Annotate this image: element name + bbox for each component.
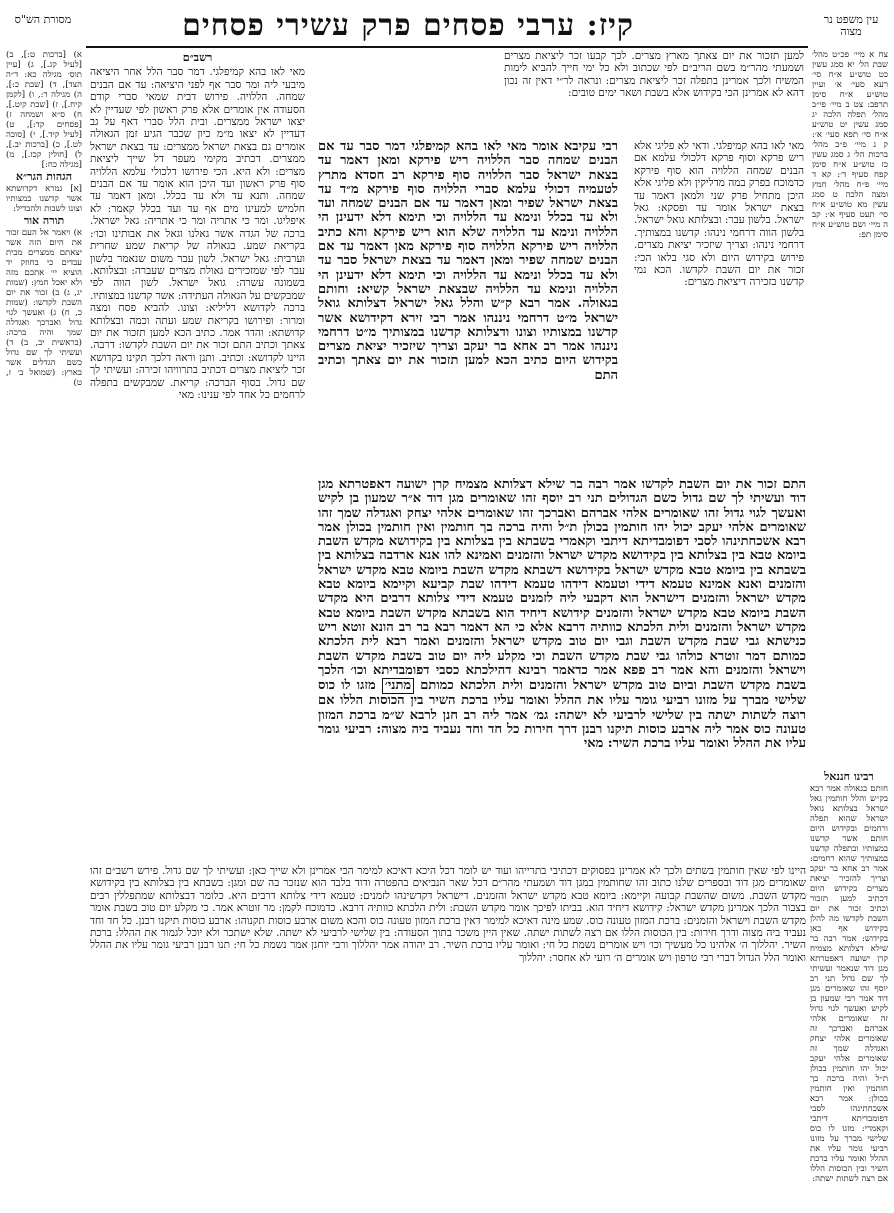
torah-or-title: תורה אור — [23, 214, 65, 227]
dibbur-hamatchil: רבי עקיבא — [563, 140, 618, 154]
tosafot-top-text: למען תזכור את יום צאתך מארץ מצרים. לכך קבעו זכר ליציאת מצרים ושמעתי מהר״מ בשם הריב״ם לפי שכתוב ולא כל ימי חייך להביא לימות המשיח ולכך אמרינן בתפלה זכר ליציאת מצרים: ונראה לר״י דאין זה נכון דהא לא אמרינן הכי בקידוש אלא בשבת ושאר ימים טובים: — [504, 50, 804, 100]
mesorat-text: א) [ברכות ט:], ב) [לעיל קג.], ג) [עיין תוס׳ מגילה כא: ד״ה הצד], ד) [שבת כ:], ה) מגילה ד:, ו) [לקמן קיח.], ז) [שבת קיט.], ח) ס״א ושמחה ז) [פסחים קד:], ט) [לעיל קיד.], י) [סוכה לט.], כ) [ברכות יב.], ל) [חולין קכז.], מ) [מגילה כח:] — [6, 50, 82, 170]
mishnah-label: מתני׳ — [382, 678, 414, 694]
rabbeinu-chananel-column — [810, 770, 888, 1190]
rashbam-column — [90, 50, 305, 810]
tosafot-right-text: מאי לאו בהא קמיפלגי. ודאי לא פליגי אלא ריש פרקא וסוף פרקא דלכולי עלמא אם הבנים שמחה הללויה הוא סוף פירקא כדמוכח בפרק במה מדליקין ולא פליגי אלא היכן מתחיל פרק שני ולמאן דאמר עד בצאת ישראל אומר עד ופסקא: גאל ישראל. בלשון עבר: ובצלותא גואל ישראל. בלשון הווה דרחמי נינהו: קדשנו במצותיך. דרחמי נינהו: וצריך שיזכיר יציאת מצרים. פירוש בקידוש היום ולא סגי בלאו הכי: זכור את יום השבת לקדשו. הכא נמי קדשנו בזכירה דיציאת מצרים: — [634, 140, 804, 289]
ein-mishpat-text: צח א מיי׳ פכ״ט מהל׳ שבת הל׳ יא סמג עשין כט טוש״ע א״ח סי׳ רעא סעי׳ א׳ ועיין טוש״ע א״ח סימן תרפב: צט ב מיי׳ פי״ב מהל׳ תפלה הלכה יג סמג עשין יט טוש״ע א״ח סי׳ תפא סעי׳ א׳: ק ג מיי׳ פ״ב מהל׳ ברכות הל׳ ג סמג עשין כז טוש״ע א״ח סימן קפח סעיף ד׳: קא ד מיי׳ פ״ח מהל׳ חמץ ומצה הלכה ט סמג עשין מא טוש״ע א״ח סי׳ תעט סעיף א׳: קב ה מיי׳ ושם טוש״ע א״ח סימן תפ: — [812, 50, 888, 240]
gra-text: [א] גמרא דקדושתא אשר קדשנו במצותיו וצונו לשבות ולהבדיל: — [6, 184, 82, 214]
gemara-text-b: התם זכור את יום השבת לקדשו אמר רבה בר שילא דצלותא מצמיח קרן ישועה דאפטרתא מגן דוד ועשיתי לך שם גדול כשם הגדולים תני רב יוסף זהו שאומרים מגן דוד א״ר שמעון בן לקיש ואעשך לגוי גדול זהו שאומרים אלהי אברהם ואברכך זהו שאומרים אלהי יצחק ואגדלה שמך זהו שאומרים אלהי יעקב יכול יהו חותמין בכולן ת״ל והיה ברכה בך חותמין ואין חותמין בכולן אמר רבא אשכחתינהו לסבי דפומבדיתא דיתבי וקאמרי בשבתא בין בצלותא בין בקידושא מקדש השבת ביומא טבא בין בצלותא בין בקידושא מקדש ישראל והזמנים ואמינא להו אנא ארדבה בצלותא בין בשבתא בין ביומא טבא מקדש ישראל בקידושא דשבתא מקדש השבת ביומא טבא מקדש ישראל והזמנים ואנא אמינא טעמא דידי וטעמא דידהו טעמא דידהו שבת קביעא וקיימא ביומא טבא מקדש ישראל והזמנים דישראל הוא דקבעי ליה לזמנים טעמא דידי צלותא דרבים היא מקדש השבת ביומא טבא מקדש ישראל והזמנים קידושא דיחיד הוא בשבתא מקדש השבת ביומא טבא מקדש ישראל והזמנים ולית הלכתא כוותיה דרבא אלא כי הא דאמר רבא בר רב הונא זוטא ריש כנישתא גבי שבת מקדש השבת וגבי יום טוב מקדש ישראל והזמנים ואמר רבא לית הלכתא כמותם דמר זוטרא כולהו גבי שבת מקדש השבת וכי מקלע ליה יום טוב בשבת מקדש השבת וישראל והזמנים והא אמר רב פפא אמר כדאמר רבינא דהילכתא כסבי דפומבדיתא וכו׳ הלכך בשבת מקדש השבת וביום טוב מקדש ישראל והזמנים ולית הלכתא כמותם — [318, 478, 806, 694]
bottom-commentary-text: היינו לפי שאין חותמין בשתים ולכך לא אמרינן בפסוקים דכתיבי בתרייהו ועוד יש לומר דכל היכא דאיכא למימר הכי אמרינן ולא שייך כאן: ועשיתי לך שם גדול. פירש רשב״ם זהו שאומרים מגן דוד ובספרים שלנו כתוב זהו שחותמין במגן דוד ושמעתי מהר״ם דכל שאר הנביאים בהפטרה ודוד בלבד הוא שנזכר בה שם ומגן: בשבתא בין בצלותא בין בקידושא מקדש השבת. משום שהשבת קבועה וקיימא: ביומא טבא מקדש ישראל והזמנים. דישראל דקדשינהו לזמנים: טעמא דידי צלותא דרבים היא. כלומר דבצלותא שמתפללין רבים בצבור הלכך אמרינן מקדש ישראל: קידושא דיחיד הוא. בביתו לפיכך אומר מקדש השבת: ולית הלכתא כוותיה דרבא. כדמוכח לקמן: מר זוטרא אמר. כי מקלע יום טוב בשבת אומר מקדש השבת וישראל והזמנים: ברכת המזון טעונה כוס. שמע מינה דאיכא למימר דאין ברכת המזון טעונה כוס והכא משום ארבע כוסות תקנוהו: ארבע כוסות תיקנו רבנן. כל חד וחד נעביד ביה מצוה ודרך חירות: בין הכוסות הללו אם רצה לשתות ישתה. שאין היין משכר בתוך הסעודה: בין שלישי לרביעי לא ישתה. שלא ישתכר ולא יוכל לגמור את ההלל: ברכת השיר. יהללוך ה׳ אלהינו כל מעשיך וכו׳ ויש אומרים נשמת כל חי: ואומר עליו ברכת השיר. רב יהודה אמר יהללוך ורבי יוחנן אמר נשמת כל חי: תנו רבנן רביעי גומר עליו את ההלל ואומר הלל הגדול דברי רבי טרפון ויש אומרים ה׳ רועי לא אחסר: יהללוך — [90, 865, 806, 964]
gemara-label: גמ׳ — [533, 707, 549, 723]
bottom-commentary — [90, 865, 806, 1200]
tosafot-right-column — [634, 140, 804, 480]
gemara-block-a — [318, 140, 618, 470]
gemara-block-b — [318, 478, 806, 863]
rabbeinu-title: רבינו חננאל — [824, 770, 874, 783]
ein-mishpat-heading: עין משפט נר מצוה — [823, 13, 879, 38]
gra-title: הגהות הגר״א — [15, 170, 73, 183]
mesorat-column — [6, 50, 82, 650]
ein-mishpat-column — [812, 50, 888, 750]
gemara-text-a: אומר מאי לאו בהא קמיפלגי דמר סבר עד אם הבנים שמחה סבר הללויה ריש פירקא ומאן דאמר עד בצאת ישראל סבר הללויה סוף פירקא רב חסדא מתרץ לטעמיה דכולי עלמא סברי הללויה סוף פירקא מ״ד עד בצאת ישראל שפיר ומאן דאמר עד אם הבנים שמחה ועד ולא עד בכלל ונימא עד הללויה וכי תימא דלא ידעינן הי הללויה ונימא עד הללויה שלא הוא ריש פירקא והא כתיב הללויה ריש פירקא הללויה סוף פירקא מאן דאמר עד אם הבנים שמחה שפיר ומאן דאמר עד בצאת ישראל סבר עד ולא עד בכלל ונימא עד הללויה וכי תימא דלא ידעינן הי הללויה ונימא עד הללויה שבצאת ישראל קשיא: וחותם בגאולה. אמר רבא ק״ש והלל גאל ישראל דצלותא גואל ישראל מ״ט דרחמי ניננהו אמר רבי זירא דקידושא אשר קדשנו במצותיו וצונו ודצלותא קדשנו במצותיך מ״ט דרחמי ניננהו אמר רב אחא בר יעקב וצריך שיזכיר יציאת מצרים בקידוש היום כתיב הכא למען תזכור את יום צאתך וכתיב התם — [318, 140, 618, 383]
torah-or-text: א) ויאמר אל העם זכור את היום הזה אשר יצאתם ממצרים מבית עבדים כי בחוזק יד הוציא יי׳ אתכם מזה ולא יאכל חמץ: (שמות יג, ג) ב) זכור את יום השבת לקדשו: (שמות כ, ח) ג) ואעשך לגוי גדול ואברכך ואגדלה שמך והיה ברכה: (בראשית יב, ב) ד) ועשיתי לך שם גדול כשם הגדלים אשר בארץ: (שמואל ב׳ ז, ט) — [6, 228, 82, 388]
mishnah-text: מזגו לו כוס שלישי מברך על מזונו רביעי גומר עליו את ההלל ואומר עליו ברכת השיר בין הכוסות הללו אם רוצה לשתות ישתה בין שלישי לרביעי לא ישתה: — [318, 678, 806, 723]
rashbam-text: מאי לאו בהא קמיפלגי. דמר סבר הלל אחר היציאה מיבעי ליה ומר סבר אף לפני היציאה: עד אם הבנים שמחה. הללויה. פירוש דבית שמאי סברי קודם הסעודה אין אומרים אלא פרק ראשון לפי שעדיין לא יצאו ישראל ממצרים. ובית הלל סברי דאף על גב דעדיין לא יצאו מ״מ כיון שכבר הגיע זמן הגאולה אומרים גם בצאת ישראל ממצרים: עד בצאת ישראל ממצרים. דכתיב מקימי מעפר דל שייך ליציאת מצרים: ולא היא. הכי פירושו דלכולי עלמא הללויה סוף פרק ראשון ועד היכן הוא אומר עד אם הבנים שמחה. ותנא עד ולא עד בכלל. ומאן דאמר עד חלמיש למעינו מים אף עד ועד בכלל קאמר: לא איפליגו. ומר כי אתריה ומר כי אתריה: גאל ישראל. ברכה של הגדה אשר גאלנו וגאל את אבותינו וכו׳: בקריאת שמע. בגאולה של קריאת שמע שחרית וערבית: גאל ישראל. לשון עבר משום שנאמר בלשון עבר לפי שמזכירים גאולת מצרים שעברה: ובצלותא. בשמונה עשרה: גואל ישראל. לשון הווה לפי שמבקשים על הגאולה העתידה: אשר קדשנו במצותיו. ברכה לקדושא דליליא: וצונו. להביא פסח ומצה ומרור: ופירושו בקריאת שמע ועתה וכמה ובצלותא קדושתא: והדר אמר. כתיב הכא למען תזכור את יום צאתך וכתיב התם זכור את יום השבת לקדשו: דרבה. היינו לקדושא: וכתיב. ותנן וראה דלכך תקינו בקדושא זכר ליציאת מצרים דכתיב בתרוויהו זכירה: ועשיתי לך שם גדול. בסוף הברכה: קריאת. שמבקשים בתפלה לרחמים כל אחד לפי ענינו: מאי — [90, 66, 305, 401]
rabbeinu-text: חותם בגאולה אמר רבא בק״ש והלל חותמין גאל ישראל בצלותא גואל ישראל שהוא תפלה ורחמים ובקידוש היום חותם אשר קדשנו במצותיו ובתפלה קדשנו במצותיך שהוא רחמים: אמר רב אחא בר יעקב וצריך להזכיר יציאת מצרים בקידוש היום דכתיב למען תזכור וכתיב זכור את יום השבת לקדשו מה להלן בקידוש אף כאן בקידוש: אמר רבה בר שילא דצלותא מצמיח קרן ישועה דאפטרתא מגן דוד שנאמר ועשיתי לך שם גדול תני רב יוסף זהו שאומרים מגן דוד אמר רבי שמעון בן לקיש ואעשך לגוי גדול זה שאומרים אלהי אברהם ואברכך זה שאומרים אלהי יצחק ואגדלה שמך זה שאומרים אלהי יעקב יכול יהו חותמין בכולן ת״ל והיה ברכה בך חותמין ואין חותמין בכולן: אמר רבא אשכחתינהו לסבי דפומבדיתא דיתבי וקאמרי: מזגו לו כוס שלישי מברך על מזונו רביעי גומר עליו את ההלל ואומר עליו ברכת השיר ובין הכוסות הללו אם רצה לשתות ישתה: — [810, 784, 888, 1184]
rashbam-title: רשב״ם — [182, 51, 213, 64]
header-rule — [86, 46, 808, 48]
daf-title: קיז: ערבי פסחים פרק עשירי פסחים — [182, 8, 634, 43]
mesorat-heading: מסורת הש"ס — [14, 13, 72, 26]
gemara-text-c: אמר ליה רב חנן לרבא ש״מ ברכת המזון טעונה כוס אמר ליה ארבע כוסות תיקנו רבנן דרך חירות כל חד וחד נעביד ביה מצוה: רביעי גומר עליו את ההלל ואומר עליו ברכת השיר: מאי — [318, 707, 806, 752]
page-header — [0, 8, 894, 46]
